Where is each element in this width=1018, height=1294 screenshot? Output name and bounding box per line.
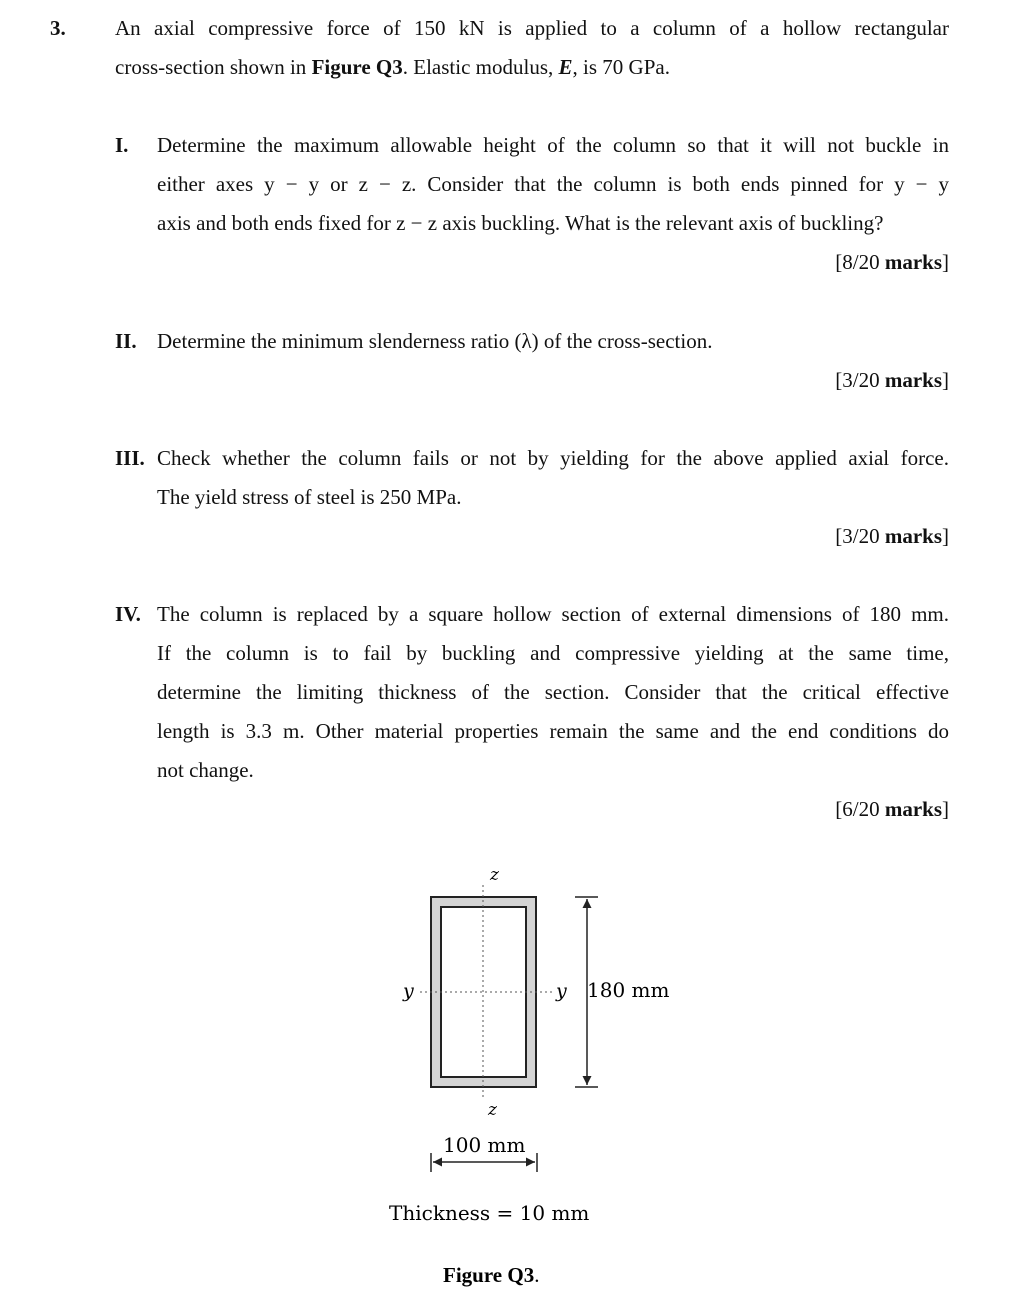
part-iv-line-2: If the column is to fail by buckling and compressive yielding at the same time, xyxy=(157,641,949,665)
intro-text-a: cross-section shown in xyxy=(115,55,312,79)
marks-value: [8/20 xyxy=(835,250,885,274)
marks-word: marks xyxy=(884,368,942,392)
intro-text-c: , is 70 GPa. xyxy=(572,55,670,79)
figure-reference: Figure Q3 xyxy=(311,55,403,79)
marks-close: ] xyxy=(942,250,949,274)
marks-word: marks xyxy=(884,524,942,548)
part-iv-label: IV. xyxy=(115,602,141,626)
part-iv-line-4: length is 3.3 m. Other material properties remain the same and the end conditions do xyxy=(157,719,949,743)
part-i-line-1: Determine the maximum allowable height of the column so that it will not buckle in xyxy=(157,133,949,157)
y-left-label: y xyxy=(403,980,414,1002)
intro-line-1: An axial compressive force of 150 kN is applied to a column of a hollow rectangular xyxy=(115,16,949,40)
question-number: 3. xyxy=(50,16,66,40)
part-i-line-3: axis and both ends fixed for z − z axis buckling. What is the relevant axis of buckling? xyxy=(157,211,884,235)
z-bottom-label: z xyxy=(488,1100,497,1120)
figure-caption-end: . xyxy=(534,1263,540,1287)
part-ii-label: II. xyxy=(115,329,137,353)
part-iii-line-1: Check whether the column fails or not by yielding for the above applied axial force. xyxy=(157,446,949,470)
part-iii-line-2: The yield stress of steel is 250 MPa. xyxy=(157,485,462,509)
marks-close: ] xyxy=(942,797,949,821)
part-iii-label: III. xyxy=(115,446,145,470)
marks-value: [6/20 xyxy=(835,797,885,821)
marks-close: ] xyxy=(942,524,949,548)
figure-caption-bold: Figure Q3 xyxy=(443,1263,535,1287)
z-top-label: z xyxy=(490,865,499,885)
marks-value: [3/20 xyxy=(835,368,885,392)
width-dimension-label: 100 mm xyxy=(443,1133,526,1157)
marks-word: marks xyxy=(884,797,942,821)
part-i-line-2: either axes y − y or z − z. Consider that the column is both ends pinned for y − y xyxy=(157,172,949,196)
height-dimension-label: 180 mm xyxy=(587,978,670,1002)
figure-caption xyxy=(443,1263,539,1287)
marks-close: ] xyxy=(942,368,949,392)
part-ii-line-1: Determine the minimum slenderness ratio (λ) of the cross-section. xyxy=(157,329,713,353)
part-iv-line-1: The column is replaced by a square hollow section of external dimensions of 180 mm. xyxy=(157,602,949,626)
y-right-label: y xyxy=(556,980,567,1002)
part-iv-line-5: not change. xyxy=(157,758,254,782)
part-i-label: I. xyxy=(115,133,129,157)
part-iv-line-3: determine the limiting thickness of the section. Consider that the critical effective xyxy=(157,680,949,704)
marks-value: [3/20 xyxy=(835,524,885,548)
elastic-modulus-symbol: E xyxy=(558,55,573,79)
intro-text-b: . Elastic modulus, xyxy=(402,55,559,79)
thickness-note: Thickness = 10 mm xyxy=(389,1201,590,1225)
marks-word: marks xyxy=(884,250,942,274)
